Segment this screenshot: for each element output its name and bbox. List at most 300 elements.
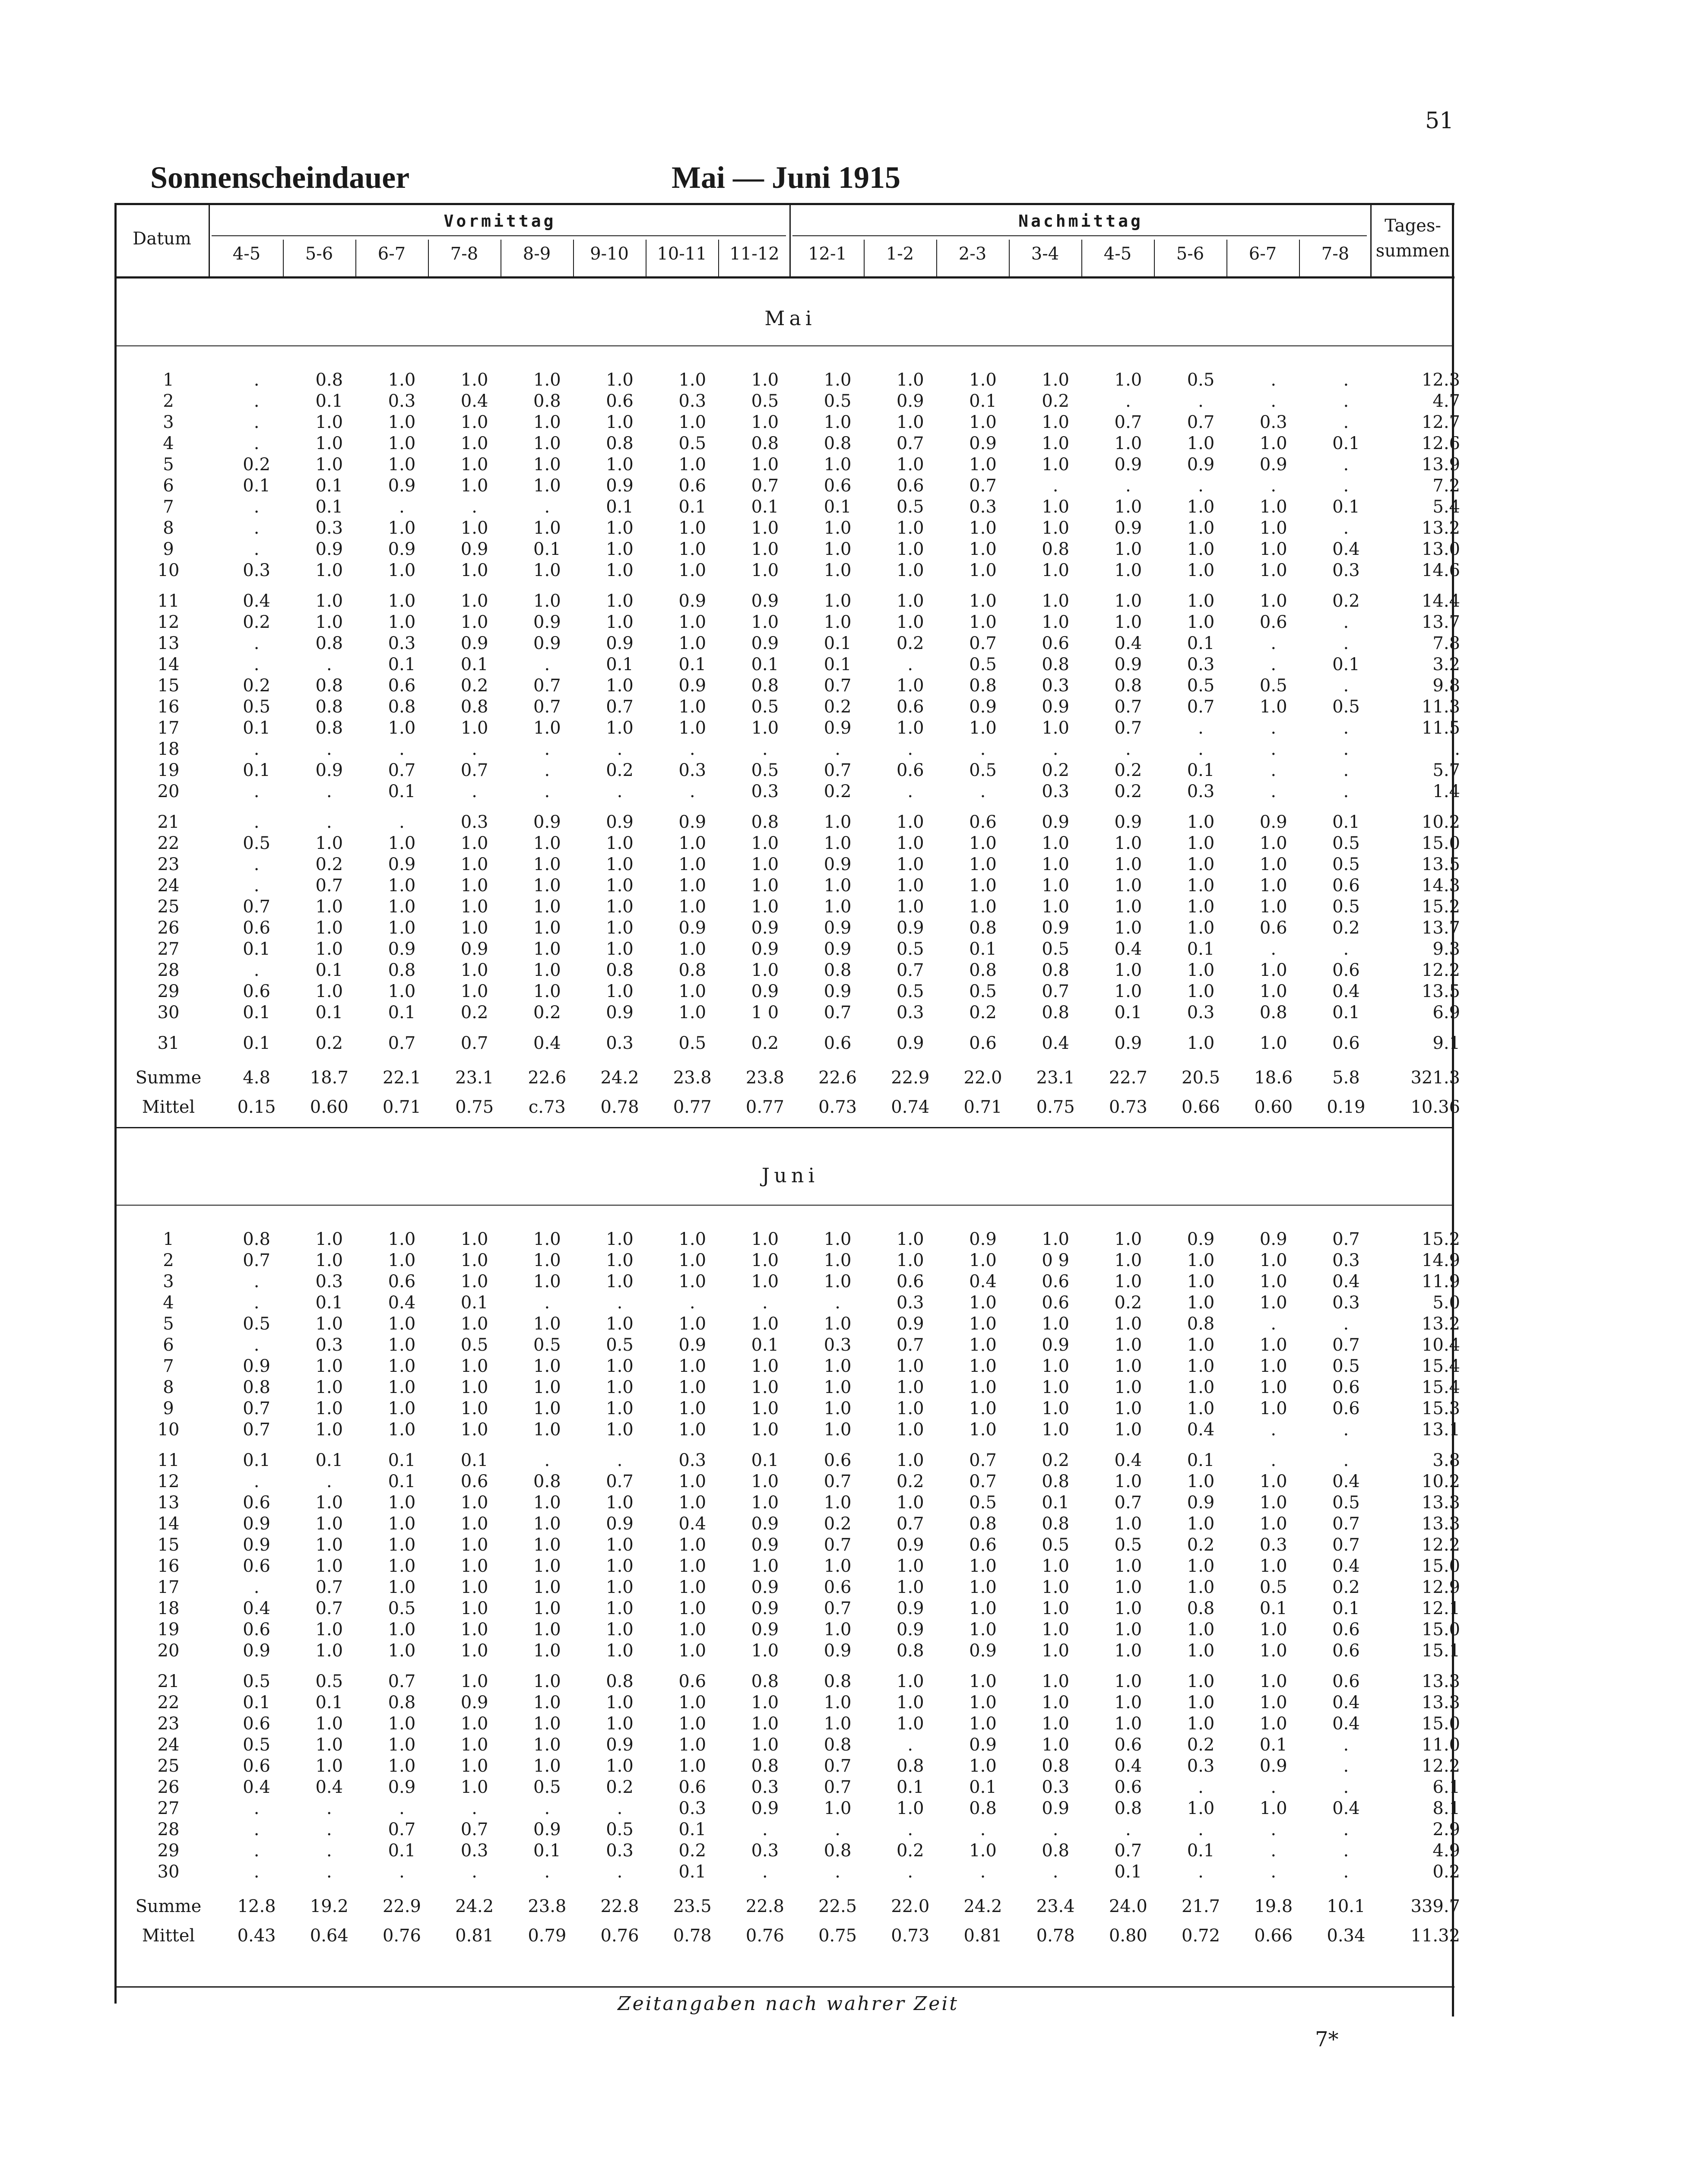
hour-value: 0.4 — [315, 1777, 343, 1797]
hour-value: 1.0 — [1042, 454, 1069, 475]
row-label: 31 — [157, 1033, 180, 1053]
hour-value: 22.9 — [382, 1896, 421, 1916]
header-hour-2: 5-6 — [305, 244, 333, 264]
hour-value: 1.0 — [533, 1398, 561, 1418]
hour-value: 1.0 — [460, 1640, 488, 1661]
hour-value: 1.0 — [533, 1756, 561, 1776]
hour-value: 1.0 — [824, 1314, 852, 1334]
row-gap — [117, 581, 1473, 590]
day-total: 13.3 — [1421, 1671, 1460, 1691]
hour-value: 1.0 — [751, 833, 779, 853]
hour-value: 1.0 — [388, 1377, 416, 1397]
hour-value: 0.9 — [896, 391, 924, 411]
hour-value: . — [907, 1735, 913, 1755]
hour-value: 0.76 — [600, 1926, 639, 1946]
hour-value: 0.9 — [1042, 696, 1069, 717]
hour-value: 1.0 — [315, 1735, 343, 1755]
hour-value: . — [544, 1798, 550, 1818]
row-label: 29 — [157, 1840, 180, 1861]
hour-value: 1.0 — [1042, 875, 1069, 896]
hour-value: 1.0 — [315, 612, 343, 632]
hour-value: 0.1 — [1332, 1598, 1360, 1618]
row-label: 3 — [163, 412, 174, 432]
table-row — [117, 1776, 1473, 1798]
hour-value: 1.0 — [1187, 560, 1215, 580]
hour-value: 1.0 — [678, 1535, 707, 1555]
hour-value: 1.0 — [1042, 560, 1069, 580]
hour-value: 1.0 — [1042, 1556, 1069, 1576]
hour-value: 1.0 — [1187, 497, 1215, 517]
hour-value: 1.0 — [533, 718, 561, 738]
hour-value: . — [544, 760, 550, 780]
hour-value: 1.0 — [606, 1535, 634, 1555]
hour-value: . — [1343, 939, 1349, 959]
table-row — [117, 1377, 1473, 1398]
hour-value: 0.6 — [243, 1619, 270, 1640]
table-row — [117, 1419, 1473, 1440]
hour-value: . — [1271, 1840, 1277, 1861]
hour-value: 23.1 — [1036, 1068, 1075, 1088]
hour-value: 0.5 — [1042, 939, 1069, 959]
header-hour-10: 1-2 — [886, 244, 914, 264]
hour-value: 1.0 — [678, 1713, 707, 1734]
hour-value: 0.3 — [315, 1271, 343, 1292]
hour-value: 1.0 — [460, 1556, 488, 1576]
hour-value: 1.0 — [606, 1229, 634, 1249]
hour-value: 0.1 — [243, 1450, 270, 1470]
hour-value: 1.0 — [1042, 1419, 1069, 1440]
row-label: 23 — [157, 1713, 180, 1734]
hour-value: . — [1198, 739, 1204, 759]
row-label: 28 — [157, 960, 180, 980]
hour-value: 1.0 — [824, 518, 852, 538]
row-label: 29 — [157, 981, 180, 1001]
hour-value: 0.1 — [824, 654, 852, 674]
hour-value: 0.4 — [1332, 1713, 1360, 1734]
hour-value: 0.6 — [824, 1577, 852, 1597]
hour-value: 0.9 — [606, 812, 634, 832]
hour-value: . — [254, 812, 260, 832]
hour-value: 1.0 — [1042, 497, 1069, 517]
hour-value: 0.1 — [315, 497, 343, 517]
hour-value: 1.0 — [678, 1640, 707, 1661]
hour-value: 1.0 — [678, 1271, 707, 1292]
hour-value: 1.0 — [751, 1377, 779, 1397]
hour-value: 1.0 — [896, 1250, 924, 1270]
row-label: 24 — [157, 1735, 180, 1755]
hour-value: 0.8 — [533, 1471, 561, 1491]
hour-value: 1.0 — [678, 370, 707, 390]
hour-value: 0.1 — [533, 1840, 561, 1861]
hour-value: 24.0 — [1109, 1896, 1147, 1916]
hour-value: 0.4 — [533, 1033, 561, 1053]
day-total: 4.7 — [1432, 391, 1460, 411]
hour-value: 1.0 — [751, 1735, 779, 1755]
hour-value: 1.0 — [533, 1492, 561, 1513]
hour-value: 1.0 — [460, 1513, 488, 1534]
table-row — [117, 938, 1473, 959]
day-total: 4.9 — [1432, 1840, 1460, 1861]
hour-value: 1.0 — [751, 875, 779, 896]
hour-value: 0.9 — [969, 1229, 997, 1249]
hour-value: 0.8 — [751, 433, 779, 453]
hour-value: 0.3 — [1259, 412, 1287, 432]
hour-value: 0.81 — [455, 1926, 494, 1946]
hour-value: 0.9 — [1042, 812, 1069, 832]
hour-value: 0.4 — [969, 1271, 997, 1292]
hour-value: 0.74 — [891, 1097, 930, 1117]
hour-value: 1.0 — [1187, 612, 1215, 632]
hour-value: 1.0 — [678, 539, 707, 559]
hour-value: 1.0 — [606, 981, 634, 1001]
day-total: 10.2 — [1421, 812, 1460, 832]
hour-value: 1.0 — [388, 1640, 416, 1661]
hour-value: 1.0 — [969, 1314, 997, 1334]
hour-value: 0.7 — [315, 875, 343, 896]
hour-value: . — [1271, 1419, 1277, 1440]
hour-value: 0.1 — [1259, 1735, 1287, 1755]
row-label: 21 — [157, 812, 180, 832]
hour-value: . — [1343, 1450, 1349, 1470]
hour-value: 0.1 — [1042, 1492, 1069, 1513]
day-total: 9.8 — [1432, 675, 1460, 696]
section-rule-mai — [117, 345, 1452, 346]
hour-value: 1.0 — [1187, 1356, 1215, 1376]
hour-value: . — [1343, 1756, 1349, 1776]
hour-value: 1.0 — [1114, 1471, 1142, 1491]
hour-value: 0.8 — [969, 675, 997, 696]
hour-value: 0.9 — [533, 633, 561, 653]
hour-value: 0.1 — [751, 1335, 779, 1355]
hour-value: 0.9 — [751, 1798, 779, 1818]
hour-value: 0.9 — [1114, 1033, 1142, 1053]
hour-value: 0.9 — [1187, 1229, 1215, 1249]
hour-value: . — [907, 1861, 913, 1882]
row-label: 11 — [157, 1450, 180, 1470]
hour-value: 1.0 — [388, 591, 416, 611]
hour-value: 0.8 — [969, 918, 997, 938]
hour-value: . — [399, 812, 405, 832]
hour-value: 1.0 — [824, 591, 852, 611]
hour-value: 0.6 — [969, 812, 997, 832]
hour-value: . — [1271, 475, 1277, 496]
day-total: 10.36 — [1410, 1097, 1460, 1117]
hour-value: 1.0 — [606, 854, 634, 874]
hour-value: 1.0 — [388, 370, 416, 390]
hour-value: 0.7 — [824, 1598, 852, 1618]
hour-value: 1.0 — [969, 370, 997, 390]
hour-value: 1.0 — [388, 560, 416, 580]
hour-value: 1.0 — [969, 1756, 997, 1776]
hour-value: 0.4 — [678, 1513, 707, 1534]
hour-value: 0.1 — [1259, 1598, 1287, 1618]
hour-value: . — [544, 1450, 550, 1470]
table-row — [117, 560, 1473, 581]
hour-value: . — [1343, 1861, 1349, 1882]
hour-value: 0.2 — [243, 675, 270, 696]
row-label: 15 — [157, 1535, 180, 1555]
hour-value: 1.0 — [1042, 718, 1069, 738]
hour-value: 1.0 — [751, 1713, 779, 1734]
hour-value: . — [689, 781, 695, 801]
hour-value: 1.0 — [606, 591, 634, 611]
table-row — [117, 1671, 1473, 1692]
hour-value: 0.1 — [315, 1292, 343, 1313]
hour-value: 1.0 — [315, 1535, 343, 1555]
hour-value: 0.4 — [1114, 633, 1142, 653]
hour-value: 1.0 — [606, 612, 634, 632]
hour-value: 1.0 — [896, 1492, 924, 1513]
row-label: 4 — [163, 1292, 174, 1313]
hour-value: 0.2 — [1332, 1577, 1360, 1597]
hour-value: 0.9 — [751, 633, 779, 653]
row-label: Mittel — [142, 1926, 195, 1946]
hour-value: 0.4 — [388, 1292, 416, 1313]
hour-value: 0.3 — [1332, 1292, 1360, 1313]
row-gap — [117, 1023, 1473, 1032]
hour-value: 0.60 — [1254, 1097, 1293, 1117]
hour-value: 0.5 — [606, 1819, 634, 1839]
hour-value: 0.6 — [1114, 1777, 1142, 1797]
hour-value: 0.1 — [243, 718, 270, 738]
hour-value: 0.5 — [1332, 833, 1360, 853]
hour-value: 1.0 — [678, 612, 707, 632]
hour-value: 1.0 — [1187, 896, 1215, 917]
hour-value: 0.4 — [243, 591, 270, 611]
row-label: 28 — [157, 1819, 180, 1839]
hour-value: 0.2 — [460, 675, 488, 696]
table-row — [117, 611, 1473, 633]
section-title-mai: Mai — [764, 307, 816, 330]
hour-value: 0.3 — [460, 1840, 488, 1861]
hour-value: 1.0 — [969, 591, 997, 611]
hour-value: 0.9 — [896, 918, 924, 938]
hour-value: 1.0 — [1187, 1577, 1215, 1597]
hour-value: 22.7 — [1109, 1068, 1147, 1088]
header-hour-4: 7-8 — [450, 244, 478, 264]
table-row — [117, 981, 1473, 1002]
hour-value: . — [1052, 475, 1058, 496]
hour-value: 1.0 — [751, 412, 779, 432]
hour-value: 0.2 — [606, 760, 634, 780]
hour-value: 1.0 — [751, 1356, 779, 1376]
hour-value: 1.0 — [1042, 612, 1069, 632]
hour-value: 0.2 — [1042, 760, 1069, 780]
hour-value: 0.5 — [315, 1671, 343, 1691]
day-total: 0.2 — [1432, 1861, 1460, 1882]
hour-value: 0.8 — [1042, 1002, 1069, 1023]
hour-value: 0.9 — [388, 1777, 416, 1797]
hour-value: 1.0 — [388, 1335, 416, 1355]
row-gap-cell — [117, 581, 1473, 590]
hour-value: 1.0 — [388, 1398, 416, 1418]
hour-value: 1.0 — [533, 1692, 561, 1713]
hour-value: 1.0 — [1259, 1398, 1287, 1418]
hour-value: 0.8 — [315, 718, 343, 738]
hour-value: 0.7 — [1332, 1229, 1360, 1249]
hour-value: 0.7 — [969, 1450, 997, 1470]
hour-value: 1.0 — [1187, 1619, 1215, 1640]
hour-value: 1.0 — [388, 1577, 416, 1597]
hour-value: 1.0 — [388, 1556, 416, 1576]
hour-value: 0.3 — [678, 391, 707, 411]
hour-value: 0.1 — [678, 497, 707, 517]
hour-value: 0.9 — [460, 539, 488, 559]
hour-value: 0.9 — [243, 1356, 270, 1376]
hour-value: 1.0 — [896, 833, 924, 853]
hour-value: 18.6 — [1254, 1068, 1293, 1088]
hour-value: 1.0 — [606, 560, 634, 580]
day-total: 10.2 — [1421, 1471, 1460, 1491]
hour-value: 1.0 — [896, 612, 924, 632]
hour-value: 0.7 — [1332, 1535, 1360, 1555]
hour-value: 0.8 — [315, 675, 343, 696]
hour-value: 0.9 — [896, 1619, 924, 1640]
hour-value: 0.9 — [751, 1619, 779, 1640]
hour-value: 1.0 — [969, 1356, 997, 1376]
header-hour-14: 5-6 — [1176, 244, 1204, 264]
hour-value: 0.7 — [896, 433, 924, 453]
hour-value: 1.0 — [460, 475, 488, 496]
hour-value: 1.0 — [606, 833, 634, 853]
table-row — [117, 633, 1473, 654]
hour-value: 0.8 — [243, 1377, 270, 1397]
hour-value: 0.3 — [1332, 1250, 1360, 1270]
hour-value: . — [1343, 391, 1349, 411]
hour-value: 1.0 — [751, 1471, 779, 1491]
table-row — [117, 1692, 1473, 1713]
hour-value: 22.8 — [600, 1896, 639, 1916]
hour-value: . — [835, 739, 840, 759]
row-label: 24 — [157, 875, 180, 896]
hour-value: 0.3 — [896, 1292, 924, 1313]
hour-value: 1.0 — [315, 1640, 343, 1661]
header-hour-6: 9-10 — [590, 244, 629, 264]
hour-value: 1.0 — [315, 1356, 343, 1376]
hour-value: 1.0 — [388, 1713, 416, 1734]
hour-value: 1.0 — [1042, 1692, 1069, 1713]
hour-value: 1.0 — [533, 1735, 561, 1755]
hour-value: 1.0 — [1114, 591, 1142, 611]
hour-value: 1.0 — [388, 1314, 416, 1334]
table-row — [117, 854, 1473, 875]
hour-value: 1.0 — [1259, 1335, 1287, 1355]
hour-value: 1.0 — [533, 875, 561, 896]
hour-value: 0.4 — [460, 391, 488, 411]
hour-value: 0.9 — [678, 918, 707, 938]
hour-value: 1.0 — [388, 1356, 416, 1376]
row-label: 5 — [163, 1314, 174, 1334]
hour-value: 0.8 — [1114, 1798, 1142, 1818]
table-row — [117, 896, 1473, 917]
hour-value: . — [1271, 739, 1277, 759]
hour-value: 1.0 — [533, 454, 561, 475]
hour-value: 1.0 — [1042, 1598, 1069, 1618]
hour-value: 1.0 — [969, 1556, 997, 1576]
hour-value: 1.0 — [969, 1840, 997, 1861]
hour-value: 0.8 — [315, 370, 343, 390]
hour-value: 1.0 — [533, 833, 561, 853]
row-label: 25 — [157, 1756, 180, 1776]
hour-value: 0.2 — [896, 1471, 924, 1491]
hour-value: 0.9 — [678, 675, 707, 696]
summary-row — [117, 1892, 1473, 1921]
hour-value: 1.0 — [1114, 560, 1142, 580]
header-nachmittag: Nachmittag — [1018, 212, 1143, 231]
hour-value: 0.7 — [533, 696, 561, 717]
hour-value: 0.7 — [1114, 412, 1142, 432]
hour-value: 0.1 — [315, 1692, 343, 1713]
row-label: 27 — [157, 939, 180, 959]
hour-value: 1.0 — [678, 1002, 707, 1023]
hour-value: . — [254, 1577, 260, 1597]
hour-value: 0.1 — [388, 1471, 416, 1491]
table-row — [117, 1398, 1473, 1419]
hour-value: 0.3 — [751, 1777, 779, 1797]
hour-value: 0.7 — [243, 1419, 270, 1440]
hour-value: 0.1 — [824, 497, 852, 517]
hour-value: 1.0 — [969, 1335, 997, 1355]
hour-value: 0.5 — [1259, 675, 1287, 696]
row-label: 23 — [157, 854, 180, 874]
table-row — [117, 390, 1473, 412]
hour-value: 1.0 — [751, 612, 779, 632]
hour-value: . — [762, 1292, 768, 1313]
hour-value: 0.5 — [824, 391, 852, 411]
hour-value: 1.0 — [1114, 1229, 1142, 1249]
hour-value: 1.0 — [533, 560, 561, 580]
hour-value: 1.0 — [388, 1492, 416, 1513]
hour-value: 1.0 — [460, 1577, 488, 1597]
hour-value: 1.0 — [460, 412, 488, 432]
hour-value: . — [544, 654, 550, 674]
hour-value: 1.0 — [1259, 497, 1287, 517]
page-title: Sonnenscheindauer — [150, 160, 410, 195]
hour-value: 1.0 — [1259, 981, 1287, 1001]
section-title-juni: Juni — [761, 1164, 819, 1187]
hour-value: 0.75 — [1036, 1097, 1075, 1117]
hour-value: . — [254, 854, 260, 874]
hour-value: 1.0 — [460, 560, 488, 580]
hour-value: 1.0 — [969, 1692, 997, 1713]
hour-value: 0.2 — [1042, 1450, 1069, 1470]
hour-value: 0.9 — [606, 1002, 634, 1023]
table-row — [117, 1755, 1473, 1776]
hour-value: 1.0 — [1114, 918, 1142, 938]
hour-value: . — [617, 781, 623, 801]
hour-value: 1.0 — [533, 1556, 561, 1576]
hour-value: . — [1343, 518, 1349, 538]
hour-value: 1.0 — [460, 960, 488, 980]
day-total: 12.6 — [1421, 433, 1460, 453]
hour-value: 0.6 — [388, 675, 416, 696]
hour-value: . — [1343, 475, 1349, 496]
hour-value: 1.0 — [1259, 896, 1287, 917]
hour-value: . — [1271, 633, 1277, 653]
hour-value: 1.0 — [751, 1692, 779, 1713]
hour-value: 1.0 — [315, 1314, 343, 1334]
table-row — [117, 1619, 1473, 1640]
hour-value: 0.4 — [1332, 539, 1360, 559]
hour-value: 1.0 — [533, 1250, 561, 1270]
hour-value: 1.0 — [969, 454, 997, 475]
hour-value: 1.0 — [533, 1535, 561, 1555]
hour-value: . — [689, 1292, 695, 1313]
hour-value: 1.0 — [315, 433, 343, 453]
row-label: 2 — [163, 1250, 174, 1270]
hour-value: 0.6 — [243, 1556, 270, 1576]
hour-value: 0.1 — [1332, 812, 1360, 832]
